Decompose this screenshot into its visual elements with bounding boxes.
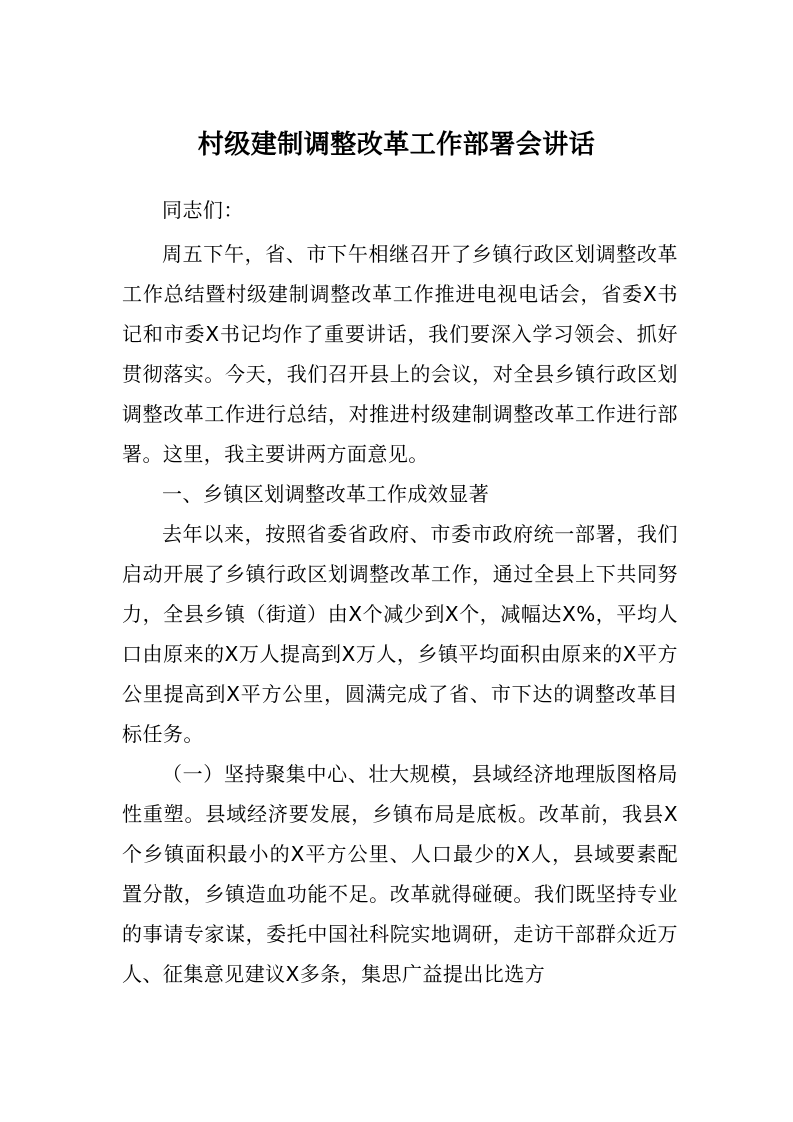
section-heading-1: 一、乡镇区划调整改革工作成效显著 xyxy=(162,482,490,506)
salutation: 同志们： xyxy=(162,198,244,222)
paragraph-summary: 去年以来，按照省委省政府、市委市政府统一部署，我们启动开展了乡镇行政区划调整改革工作，通过全县上下共同努力，全县乡镇（街道）由X个减少到X个，减幅达X%，平均人口由原来的X万人提高到X万人，乡镇平均面积由原来的X平方公里提高到X平方公里，圆满完成了省、市下达的调整改革目标任务。 xyxy=(122,522,678,746)
document-title: 村级建制调整改革工作部署会讲话 xyxy=(197,130,596,160)
paragraph-point-1: （一）坚持聚集中心、壮大规模，县域经济地理版图格局性重塑。县域经济要发展，乡镇布局是底板。改革前，我县X个乡镇面积最小的X平方公里、人口最少的X人，县域要素配置分散，乡镇造血功能不足。改革就得碰硬。我们既坚持专业的事请专家谋，委托中国社科院实地调研，走访干部群众近万人、征集意见建议X多条，集思广益提出比选方 xyxy=(122,762,678,986)
document-body xyxy=(122,190,678,994)
paragraph-intro: 周五下午，省、市下午相继召开了乡镇行政区划调整改革工作总结暨村级建制调整改革工作推进电视电话会，省委X书记和市委X书记均作了重要讲话，我们要深入学习领会、抓好贯彻落实。今天，我们召开县上的会议，对全县乡镇行政区划调整改革工作进行总结，对推进村级建制调整改革工作进行部署。这里，我主要讲两方面意见。 xyxy=(122,242,678,466)
